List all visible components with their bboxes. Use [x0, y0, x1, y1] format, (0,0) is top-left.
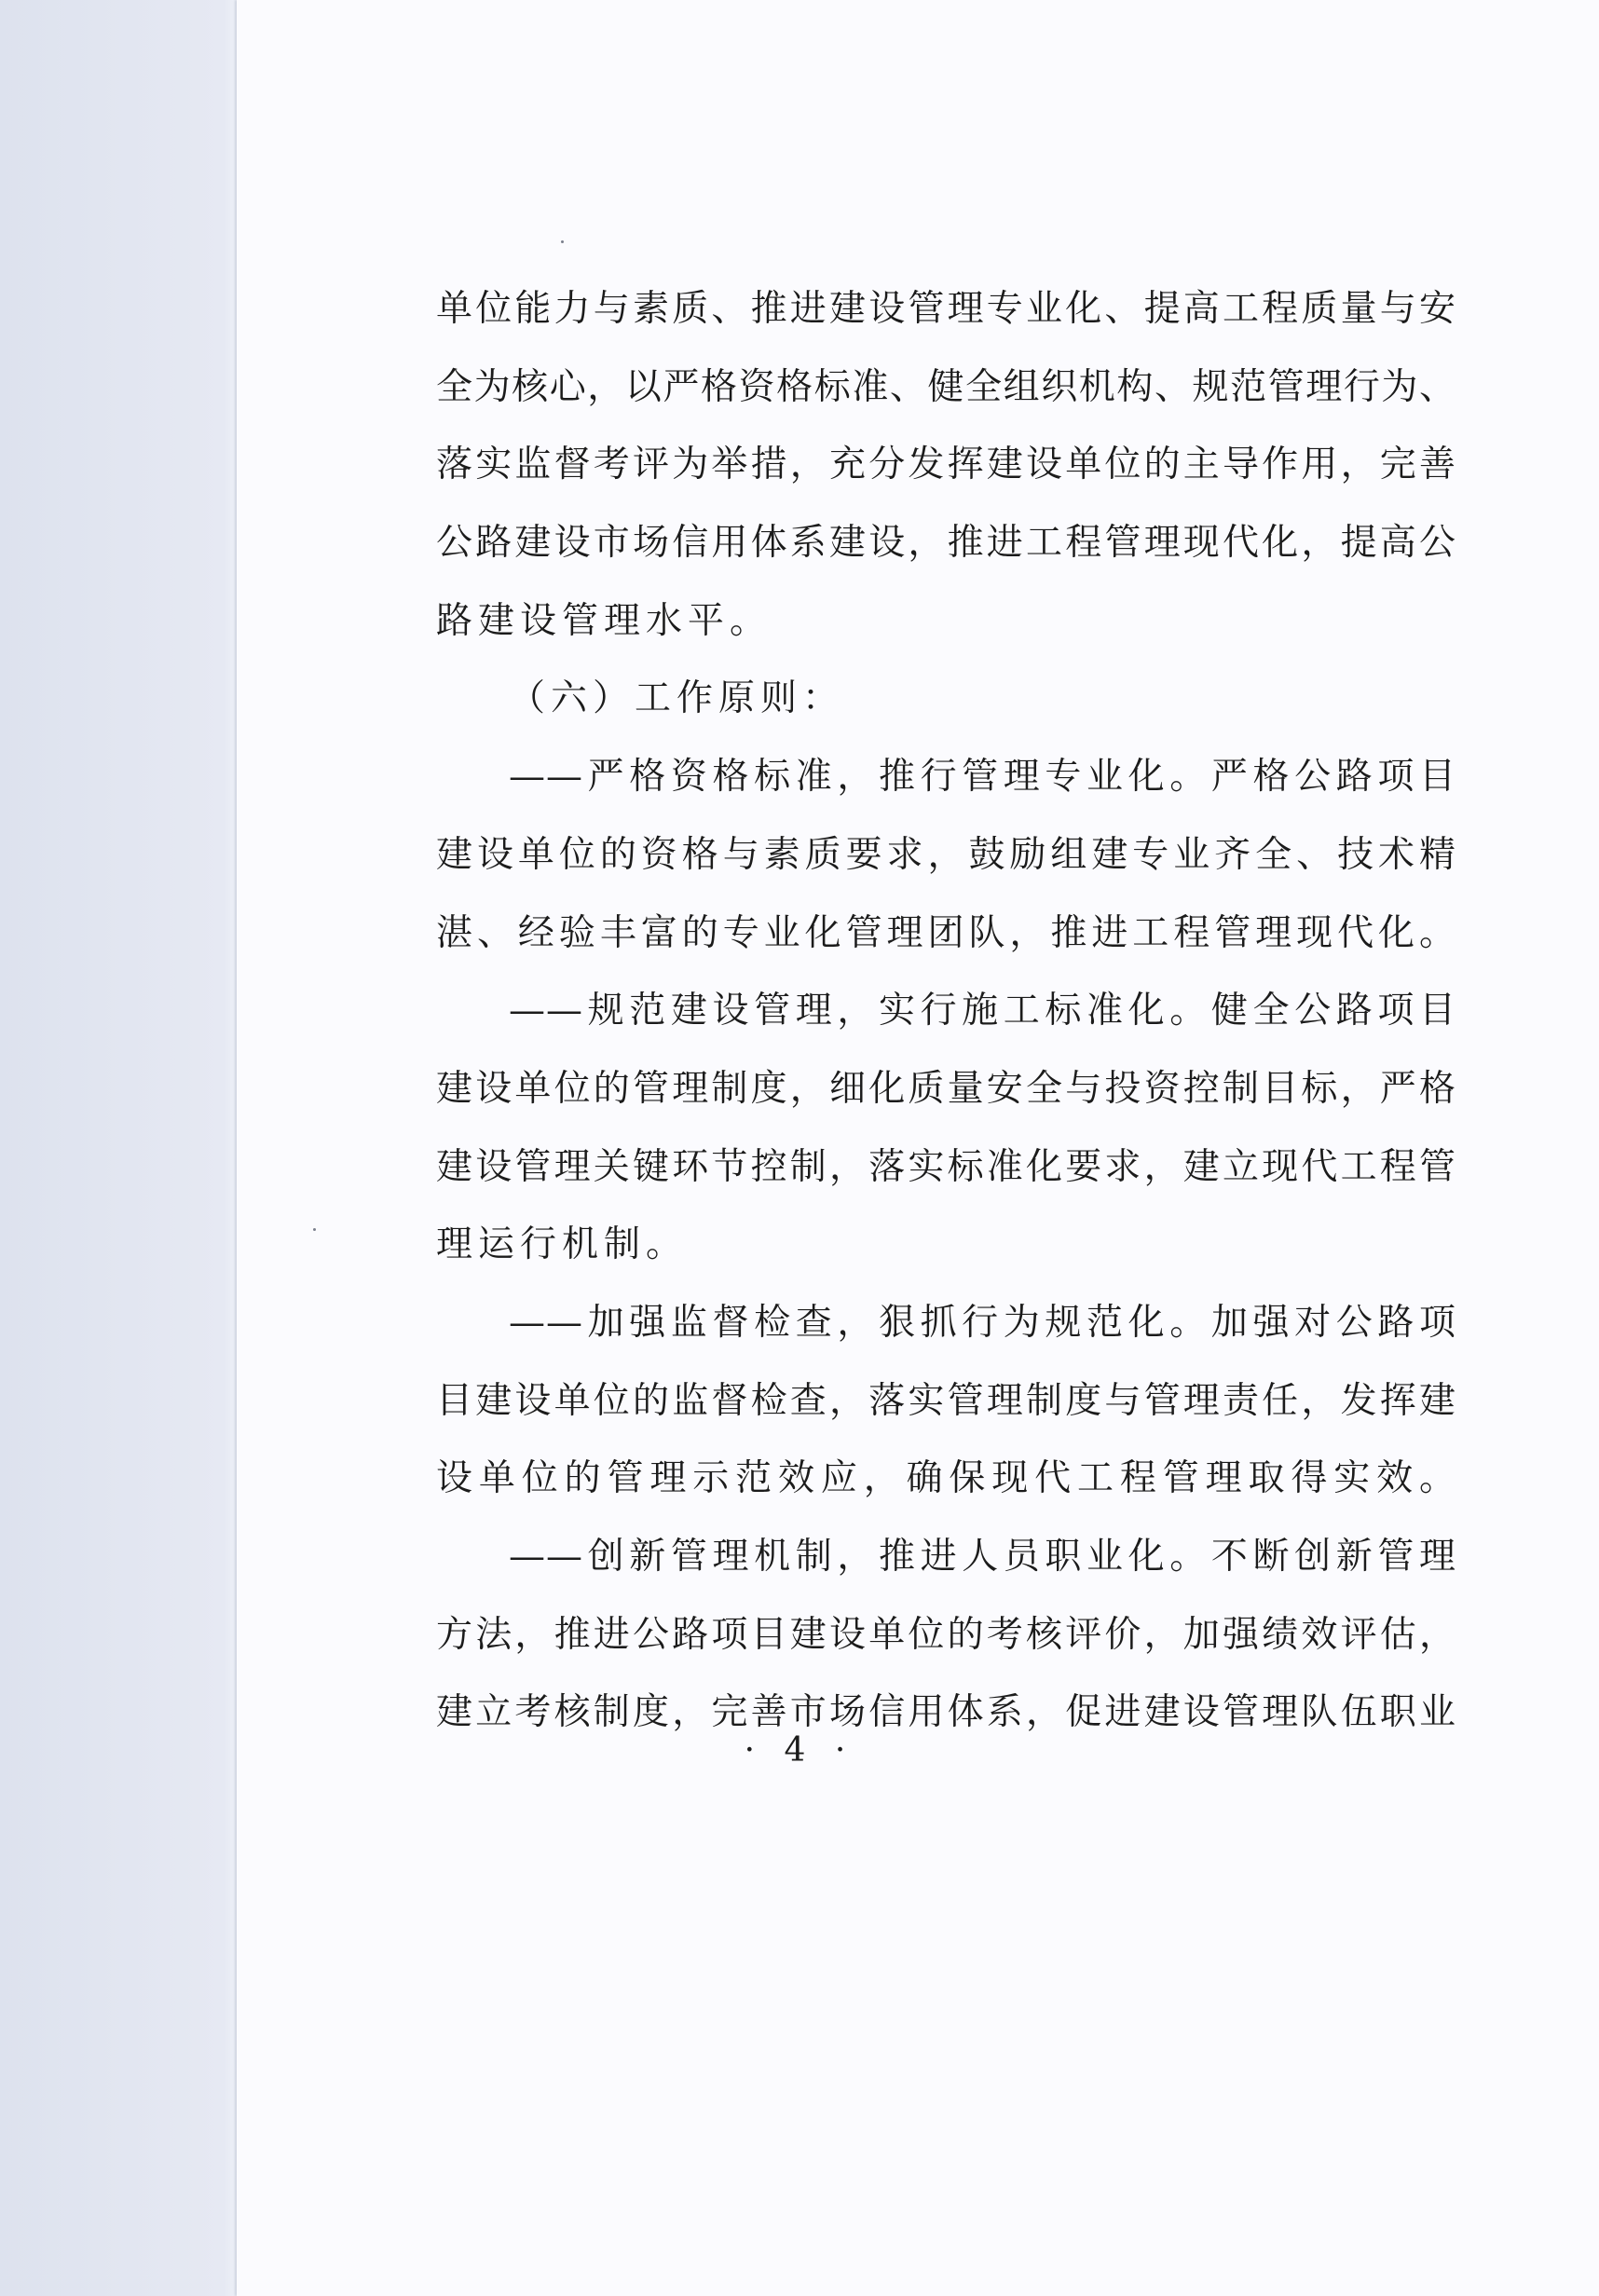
text-line: 设单位的管理示范效应，确保现代工程管理取得实效。 — [436, 1457, 1456, 1500]
principle-heading: ——创新管理机制，推进人员职业化。不断创新管理 — [509, 1536, 1456, 1578]
section-heading: （六）工作原则： — [509, 677, 845, 720]
scan-speck — [313, 1228, 316, 1231]
text-line: 单位能力与素质、推进建设管理专业化、提高工程质量与安 — [436, 288, 1456, 330]
text-line: 建立考核制度，完善市场信用体系，促进建设管理队伍职业 — [436, 1691, 1456, 1734]
principle-heading: ——严格资格标准，推行管理专业化。严格公路项目 — [509, 756, 1456, 799]
text-line: 建设单位的资格与素质要求，鼓励组建专业齐全、技术精 — [436, 833, 1456, 876]
scan-speck — [561, 240, 564, 243]
text-line: 落实监督考评为举措，充分发挥建设单位的主导作用，完善 — [436, 444, 1456, 486]
text-line: 公路建设市场信用体系建设，推进工程管理现代化，提高公 — [436, 522, 1456, 565]
text-line: 目建设单位的监督检查，落实管理制度与管理责任，发挥建 — [436, 1379, 1456, 1422]
principle-heading: ——加强监督检查，狠抓行为规范化。加强对公路项 — [509, 1301, 1456, 1344]
text-line: 方法，推进公路项目建设单位的考核评价，加强绩效评估， — [436, 1613, 1456, 1656]
text-line: 路建设管理水平。 — [436, 599, 772, 642]
text-line: 理运行机制。 — [436, 1223, 689, 1266]
text-line: 湛、经验丰富的专业化管理团队，推进工程管理现代化。 — [436, 911, 1456, 954]
text-line: 建设管理关键环节控制，落实标准化要求，建立现代工程管 — [436, 1145, 1456, 1188]
principle-heading: ——规范建设管理，实行施工标准化。健全公路项目 — [509, 990, 1456, 1032]
text-line: 建设单位的管理制度，细化质量安全与投资控制目标，严格 — [436, 1067, 1456, 1110]
body-text — [436, 270, 1456, 1752]
page-number: · 4 · — [744, 1731, 855, 1770]
text-line: 全为核心，以严格资格标准、健全组织机构、规范管理行为、 — [436, 365, 1456, 408]
